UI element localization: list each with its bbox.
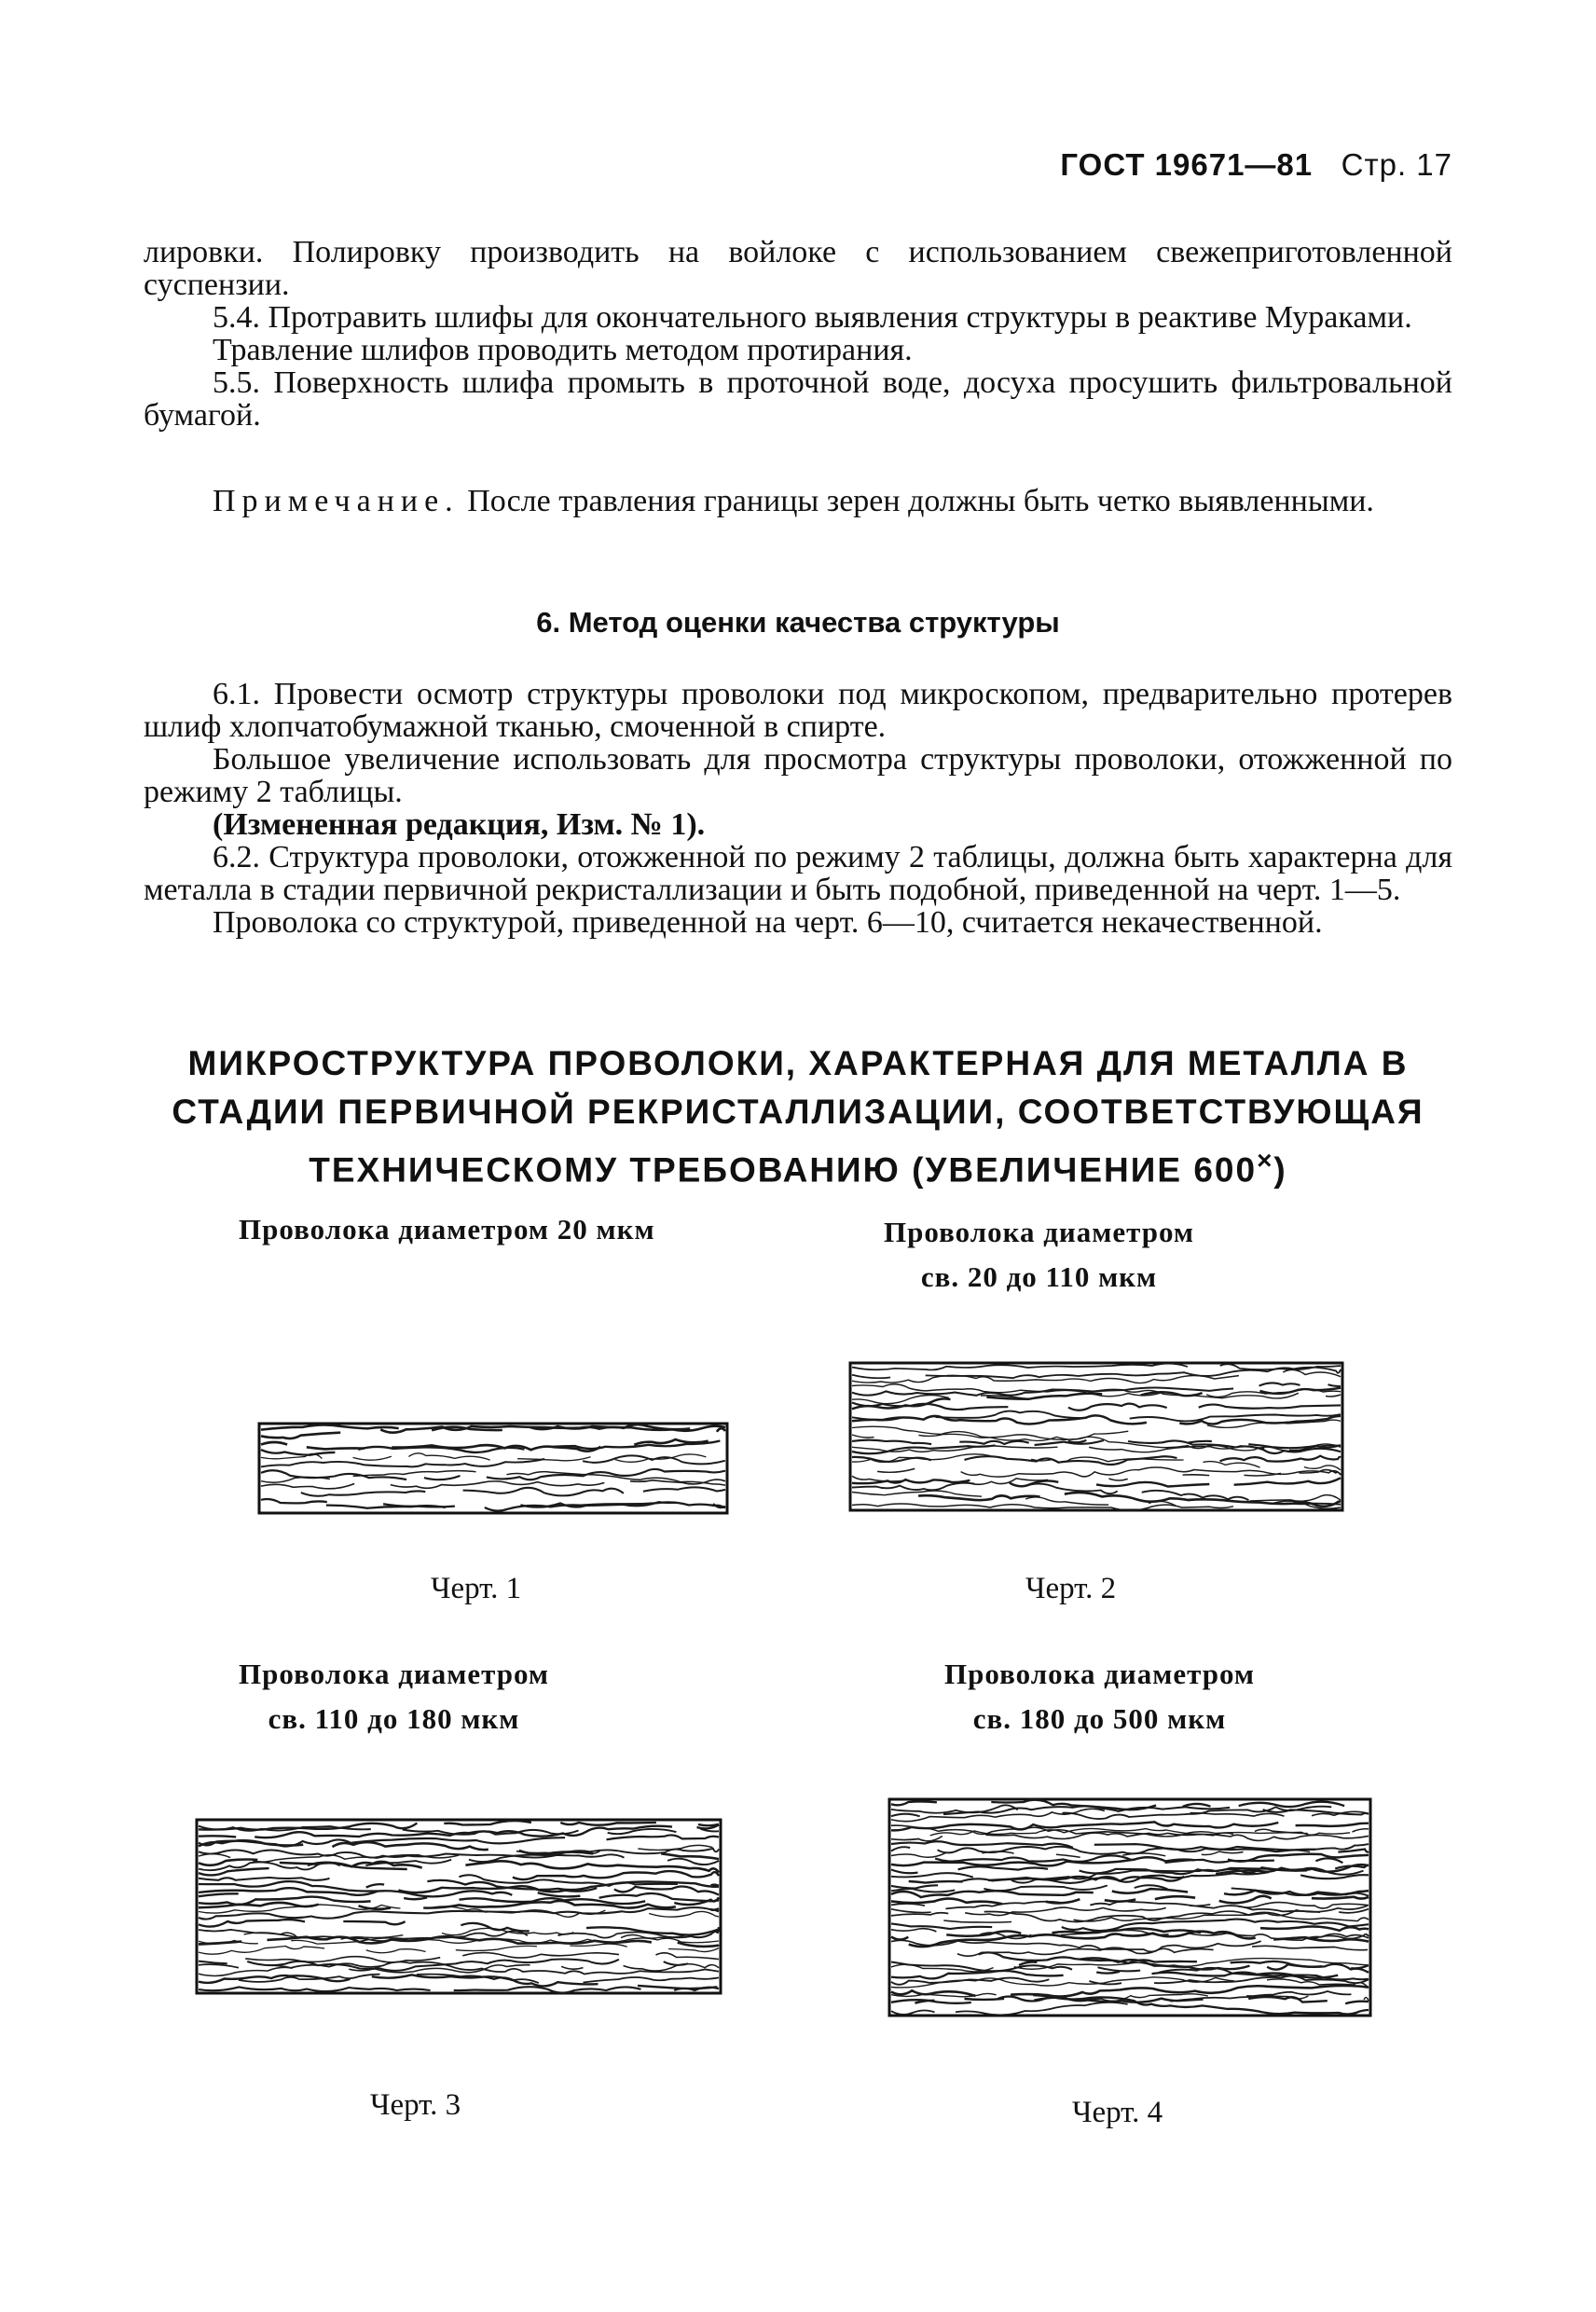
paragraph-magnification: Большое увеличение использовать для просмотра структуры проволоки, отожженной по режиму 2 таблицы. bbox=[144, 742, 1452, 809]
figure-1-micrograph bbox=[257, 1422, 729, 1515]
figure-title-line-2: СТАДИИ ПЕРВИЧНОЙ РЕКРИСТАЛЛИЗАЦИИ, СООТВЕТСТВУЮЩАЯ bbox=[172, 1093, 1424, 1131]
figure-3-micrograph bbox=[195, 1818, 722, 1995]
figure-2-micrograph bbox=[848, 1361, 1344, 1512]
paragraph-6-2: 6.2. Структура проволоки, отожженной по режиму 2 таблицы, должна быть характерна для металла в стадии первичной рекристаллизации и быть подобной, приведенной на черт. 1—5. bbox=[144, 840, 1452, 907]
figure-1-caption: Проволока диаметром 20 мкм bbox=[239, 1213, 655, 1245]
page-number: Стр. 17 bbox=[1341, 147, 1452, 182]
note-paragraph bbox=[144, 485, 1452, 517]
figure-4-label: Черт. 4 bbox=[1072, 2096, 1163, 2129]
note-text: После травления границы зерен должны быть четко выявленными. bbox=[459, 484, 1374, 518]
note-block bbox=[144, 485, 1452, 517]
section-6-body bbox=[144, 678, 1452, 939]
figure-3-caption: Проволока диаметром св. 110 до 180 мкм bbox=[239, 1658, 550, 1735]
paragraph-defective: Проволока со структурой, приведенной на черт. 6—10, считается некачественной. bbox=[213, 905, 1323, 940]
page-header bbox=[1060, 147, 1452, 183]
figure-4-micrograph bbox=[887, 1797, 1372, 2017]
figure-2-caption: Проволока диаметром св. 20 до 110 мкм bbox=[884, 1216, 1195, 1293]
figure-2-label: Черт. 2 bbox=[1025, 1572, 1117, 1605]
figure-4-caption: Проволока диаметром св. 180 до 500 мкм bbox=[944, 1658, 1256, 1735]
paragraph-continuation: лировки. Полировку производить на войлоке с использованием свежеприготовленной суспензии. bbox=[144, 235, 1452, 302]
figure-block-title bbox=[144, 1039, 1452, 1194]
amendment-note: (Измененная редакция, Изм. № 1). bbox=[213, 807, 706, 842]
paragraph-5-5: 5.5. Поверхность шлифа промыть в проточной воде, досуха просушить фильтровальной бумагой. bbox=[144, 365, 1452, 433]
paragraph-5-4: 5.4. Протравить шлифы для окончательного выявления структуры в реактиве Мураками. bbox=[213, 300, 1412, 335]
figure-3-label: Черт. 3 bbox=[370, 2088, 461, 2122]
note-label: Примечание. bbox=[213, 484, 460, 518]
figure-title-line-3: ТЕХНИЧЕСКОМУ ТРЕБОВАНИЮ (УВЕЛИЧЕНИЕ 600×) bbox=[309, 1146, 1287, 1190]
magnification-sign: × bbox=[1257, 1146, 1274, 1175]
figure-1-label: Черт. 1 bbox=[431, 1572, 522, 1605]
top-text-block bbox=[144, 236, 1452, 432]
paragraph-6-1: 6.1. Провести осмотр структуры проволоки под микроскопом, предварительно протерев шлиф хлопчатобумажной тканью, смоченной в спирте. bbox=[144, 677, 1452, 744]
section-6-title: 6. Метод оценки качества структуры bbox=[536, 606, 1060, 639]
figure-title-line-1: МИКРОСТРУКТУРА ПРОВОЛОКИ, ХАРАКТЕРНАЯ ДЛЯ МЕТАЛЛА В bbox=[187, 1044, 1409, 1082]
paragraph-etching: Травление шлифов проводить методом протирания. bbox=[213, 333, 913, 367]
standard-code: ГОСТ 19671—81 bbox=[1060, 147, 1314, 182]
